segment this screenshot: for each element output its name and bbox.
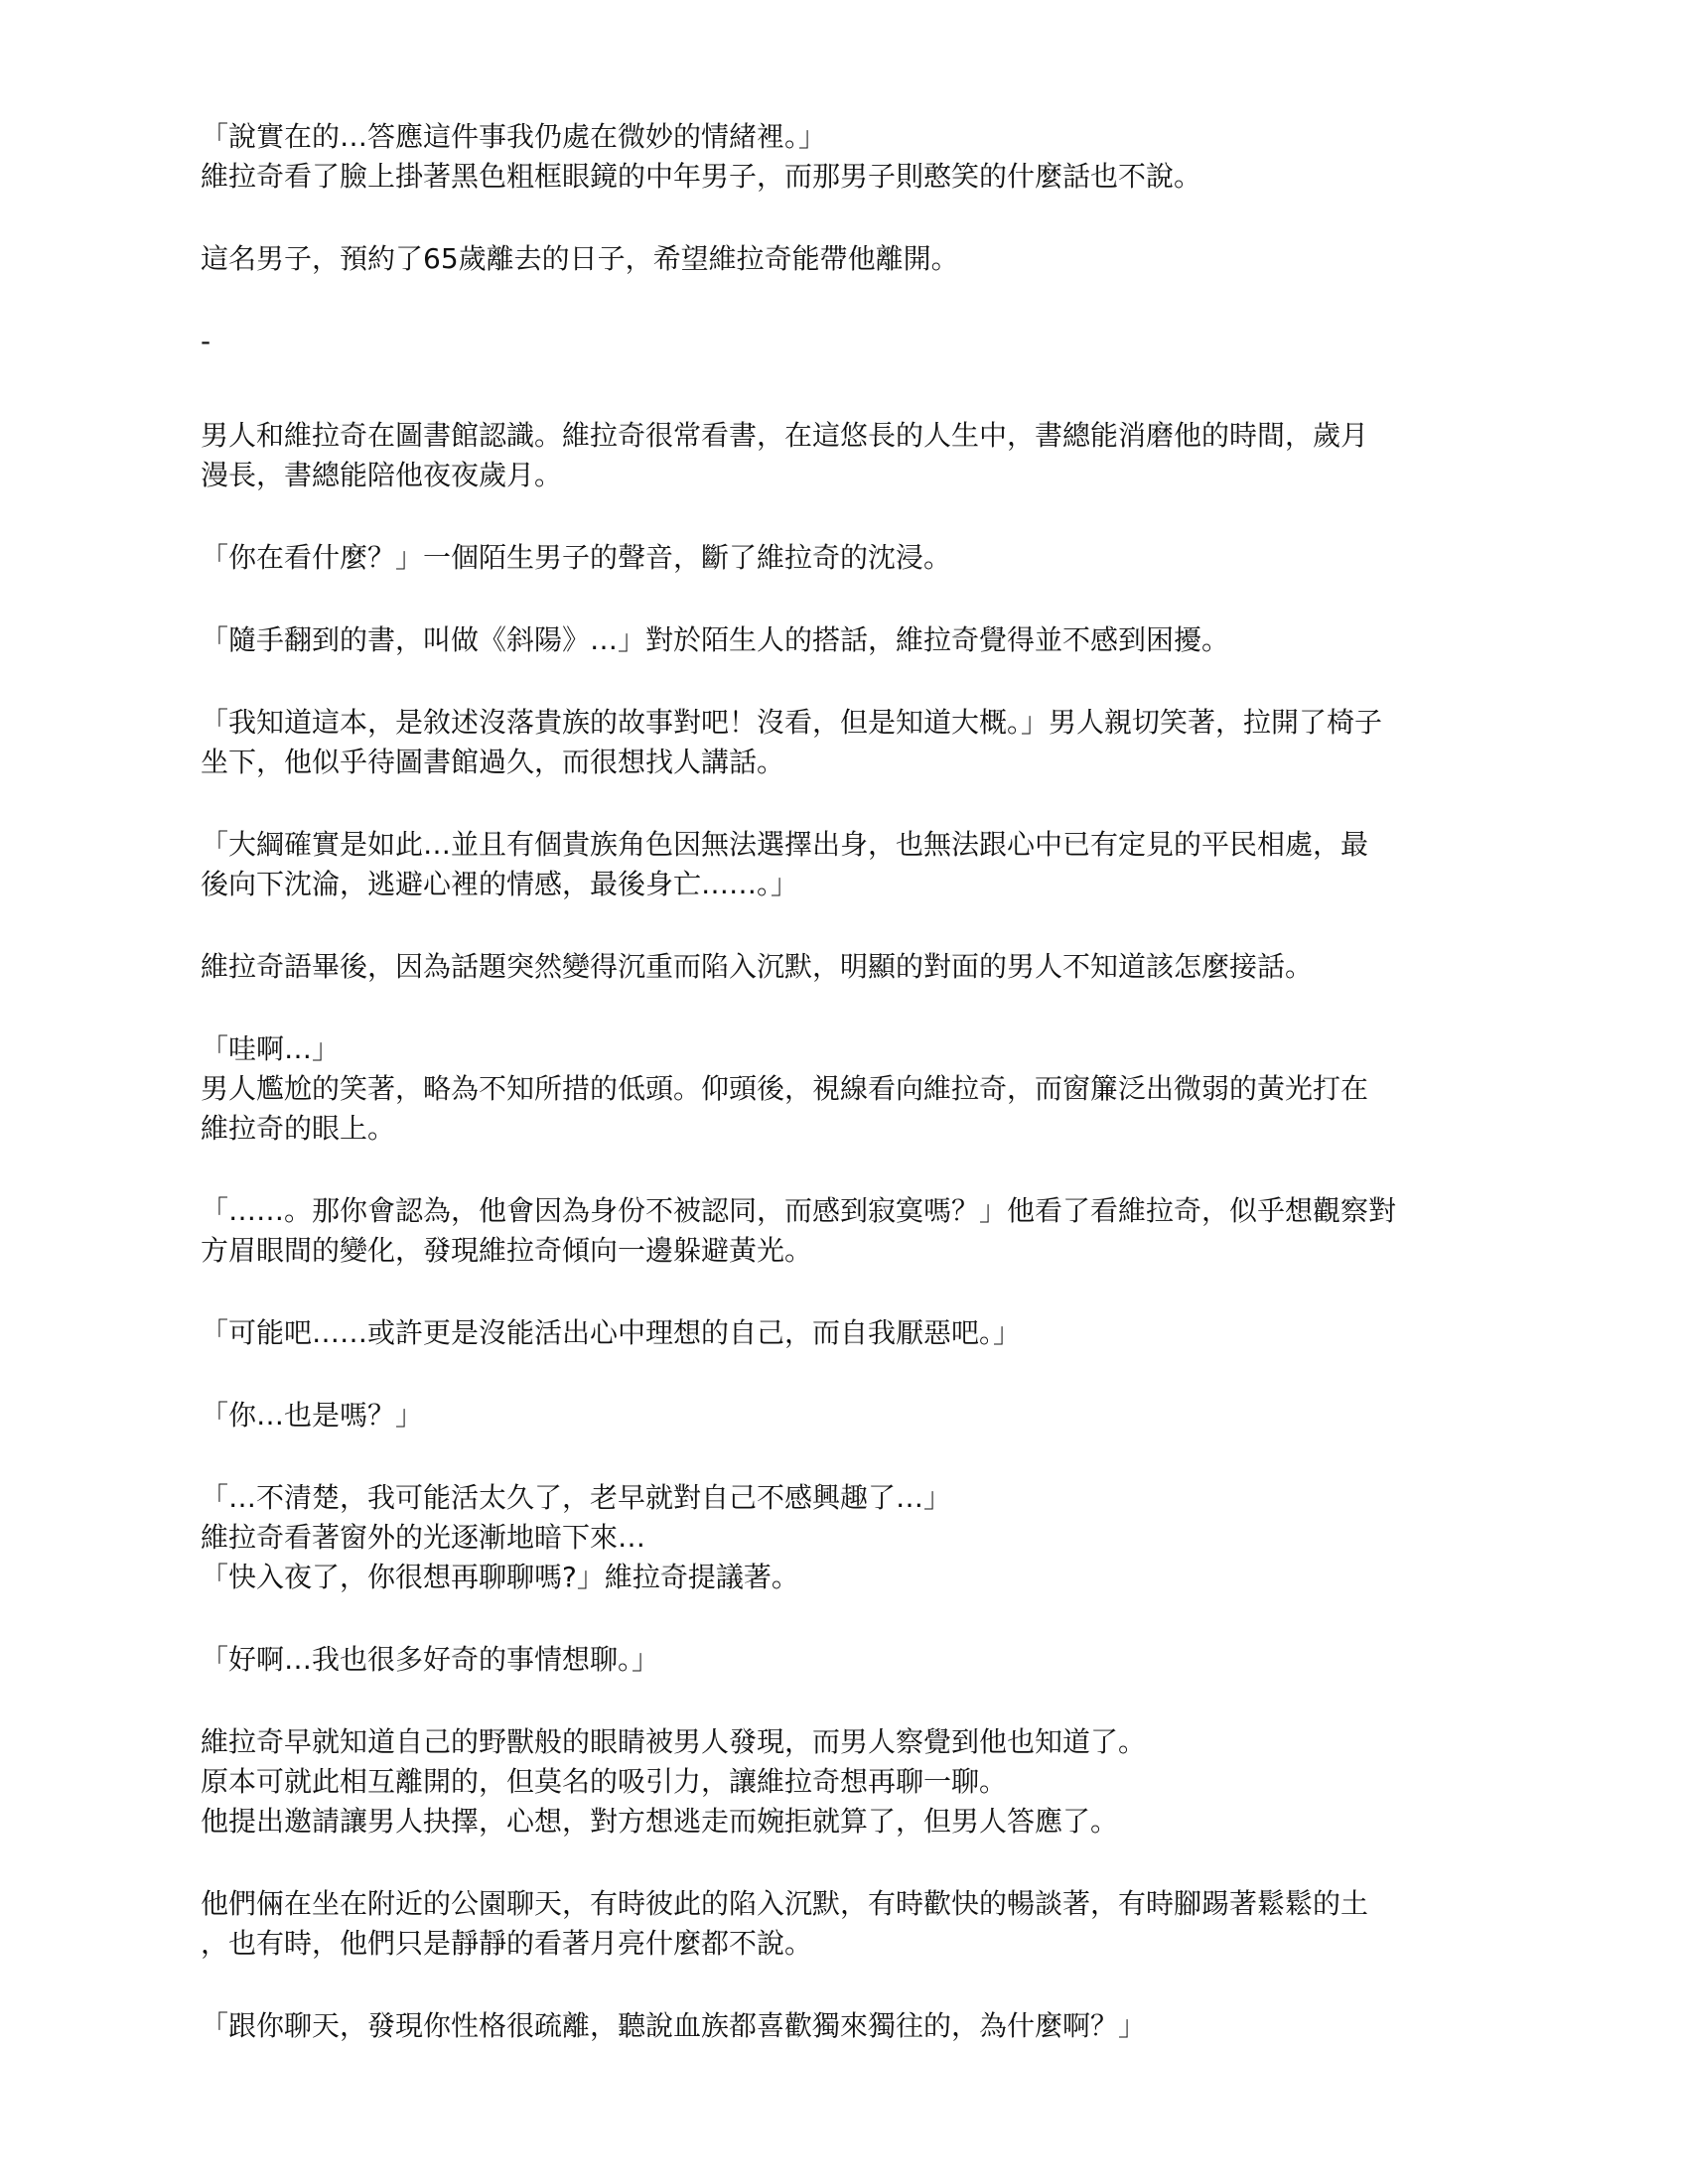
paragraph — [201, 947, 1491, 987]
paragraph — [201, 703, 1491, 782]
document-body — [201, 117, 1491, 2089]
text-line: 維拉奇的眼上。 — [201, 1112, 396, 1145]
text-line: 後向下沈淪，逃避心裡的情感，最後身亡……。」 — [201, 868, 799, 900]
paragraph — [201, 1191, 1491, 1271]
text-line: 「好啊…我也很多好奇的事情想聊。」 — [201, 1643, 660, 1676]
paragraph — [201, 538, 1491, 578]
paragraph — [201, 2006, 1491, 2046]
paragraph — [201, 1722, 1491, 1842]
text-line: 「……。那你會認為，他會因為身份不被認同，而感到寂寞嗎？」他看了看維拉奇，似乎想觀察對 — [201, 1194, 1397, 1227]
paragraph — [201, 1884, 1491, 1964]
paragraph — [201, 416, 1491, 495]
text-line: 原本可就此相互離開的，但莫名的吸引力，讓維拉奇想再聊一聊。 — [201, 1765, 1008, 1798]
text-line: 「跟你聊天，發現你性格很疏離，聽說血族都喜歡獨來獨往的，為什麼啊？」 — [201, 2009, 1147, 2042]
text-line: 「你在看什麼？」一個陌生男子的聲音，斷了維拉奇的沈浸。 — [201, 541, 952, 574]
text-line: 維拉奇早就知道自己的野獸般的眼睛被男人發現，而男人察覺到他也知道了。 — [201, 1725, 1147, 1758]
paragraph — [201, 1640, 1491, 1680]
text-line: - — [201, 325, 211, 357]
text-line: 男人和維拉奇在圖書館認識。維拉奇很常看書，在這悠長的人生中，書總能消磨他的時間，歲月 — [201, 419, 1369, 452]
text-line: 維拉奇看著窗外的光逐漸地暗下來… — [201, 1521, 646, 1554]
text-line: 漫長，書總能陪他夜夜歲月。 — [201, 459, 563, 491]
paragraph — [201, 322, 1491, 361]
text-line: 這名男子，預約了65歲離去的日子，希望維拉奇能帶他離開。 — [201, 242, 959, 275]
text-line: 「哇啊…」 — [201, 1032, 341, 1065]
paragraph — [201, 620, 1491, 660]
text-line: 坐下，他似乎待圖書館過久，而很想找人講話。 — [201, 746, 785, 778]
text-line: 他提出邀請讓男人抉擇，心想，對方想逃走而婉拒就算了，但男人答應了。 — [201, 1805, 1119, 1838]
text-line: 「說實在的…答應這件事我仍處在微妙的情緒裡。」 — [201, 120, 827, 153]
text-line: 「隨手翻到的書，叫做《斜陽》…」對於陌生人的搭話，維拉奇覺得並不感到困擾。 — [201, 623, 1230, 656]
text-line: 維拉奇看了臉上掛著黑色粗框眼鏡的中年男子，而那男子則憨笑的什麼話也不說。 — [201, 160, 1202, 193]
paragraph — [201, 1478, 1491, 1597]
text-line: 「我知道這本，是敘述沒落貴族的故事對吧！沒看，但是知道大概。」男人親切笑著，拉開了椅子 — [201, 706, 1383, 739]
text-line: 「…不清楚，我可能活太久了，老早就對自己不感興趣了…」 — [201, 1481, 952, 1514]
text-line: ，也有時，他們只是靜靜的看著月亮什麼都不說。 — [201, 1927, 813, 1960]
paragraph — [201, 117, 1491, 197]
paragraph — [201, 239, 1491, 279]
text-line: 男人尷尬的笑著，略為不知所措的低頭。仰頭後，視線看向維拉奇，而窗簾泛出微弱的黃光打在 — [201, 1072, 1369, 1105]
text-line: 「大綱確實是如此…並且有個貴族角色因無法選擇出身，也無法跟心中已有定見的平民相處，最 — [201, 828, 1369, 861]
paragraph — [201, 1029, 1491, 1149]
paragraph — [201, 1396, 1491, 1435]
text-line: 維拉奇語畢後，因為話題突然變得沉重而陷入沉默，明顯的對面的男人不知道該怎麼接話。 — [201, 950, 1314, 983]
paragraph — [201, 825, 1491, 904]
text-line: 「快入夜了，你很想再聊聊嗎?」維拉奇提議著。 — [201, 1561, 799, 1593]
text-line: 「可能吧……或許更是沒能活出心中理想的自己，而自我厭惡吧。」 — [201, 1316, 1022, 1349]
text-line: 他們倆在坐在附近的公園聊天，有時彼此的陷入沉默，有時歡快的暢談著，有時腳踢著鬆鬆的土 — [201, 1887, 1369, 1920]
paragraph — [201, 1313, 1491, 1353]
text-line: 方眉眼間的變化，發現維拉奇傾向一邊躲避黃光。 — [201, 1234, 813, 1267]
text-line: 「你…也是嗎？」 — [201, 1399, 424, 1432]
